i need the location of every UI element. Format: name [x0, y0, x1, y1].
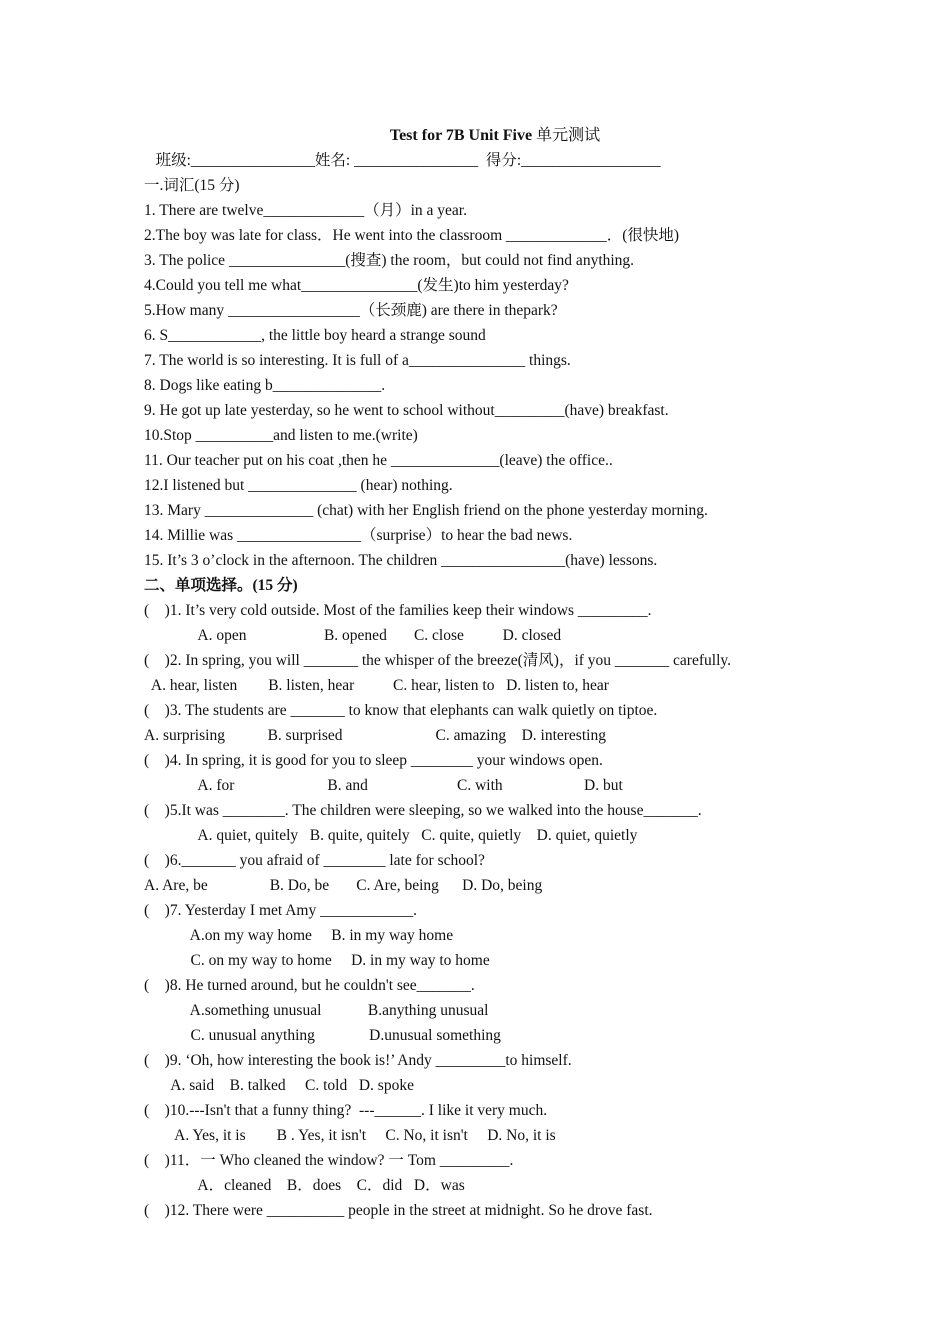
options-line: A. for B. and C. with D. but — [144, 777, 623, 794]
options-line: A. Yes, it is B . Yes, it isn't C. No, it isn't D. No, it is — [144, 1127, 556, 1144]
vocab-item: 1. There are twelve_____________（月）in a year. — [144, 202, 467, 219]
question-line: ( )11．一 Who cleaned the window? 一 Tom _________. — [144, 1152, 514, 1169]
vocab-item: 2.The boy was late for class．He went into the classroom _____________．(很快地) — [144, 227, 680, 244]
options-line: A.on my way home B. in my way home — [144, 927, 454, 944]
options-line: A. quiet, quitely B. quite, quitely C. quite, quietly D. quiet, quietly — [144, 827, 638, 844]
vocab-item: 9. He got up late yesterday, so he went to school without_________(have) breakfast. — [144, 402, 669, 419]
options-line: C. on my way to home D. in my way to home — [144, 952, 490, 969]
options-line: A.something unusual B.anything unusual — [144, 1002, 489, 1019]
question-line: ( )2. In spring, you will _______ the whisper of the breeze(清风)，if you _______ carefully. — [144, 652, 731, 669]
vocab-item: 5.How many _________________（长颈鹿) are there in thepark? — [144, 302, 558, 319]
vocab-item: 6. S____________, the little boy heard a strange sound — [144, 327, 486, 344]
options-line: A. said B. talked C. told D. spoke — [144, 1077, 414, 1094]
options-line: A. open B. opened C. close D. closed — [144, 627, 562, 644]
vocab-item: 12.I listened but ______________ (hear) nothing. — [144, 477, 453, 494]
title-chinese: 单元测试 — [532, 127, 601, 144]
section1-heading: 一.词汇(15 分) — [144, 177, 240, 194]
vocab-item: 10.Stop __________and listen to me.(write) — [144, 427, 418, 444]
options-line: C. unusual anything D.unusual something — [144, 1027, 501, 1044]
question-line: ( )7. Yesterday I met Amy ____________. — [144, 902, 417, 919]
question-line: ( )5.It was ________. The children were sleeping, so we walked into the house_______. — [144, 802, 702, 819]
vocab-item: 7. The world is so interesting. It is full of a_______________ things. — [144, 352, 571, 369]
question-line: ( )10.---Isn't that a funny thing? ---______. I like it very much. — [144, 1102, 548, 1119]
vocab-item: 3. The police _______________(搜查) the room，but could not find anything. — [144, 252, 635, 269]
question-line: ( )3. The students are _______ to know that elephants can walk quietly on tiptoe. — [144, 702, 658, 719]
options-line: A. surprising B. surprised C. amazing D. interesting — [144, 727, 606, 744]
question-line: ( )6._______ you afraid of ________ late for school? — [144, 852, 485, 869]
question-line: ( )9. ‘Oh, how interesting the book is!’ Andy _________to himself. — [144, 1052, 572, 1069]
options-line: A. Are, be B. Do, be C. Are, being D. Do, being — [144, 877, 543, 894]
question-line: ( )4. In spring, it is good for you to sleep ________ your windows open. — [144, 752, 603, 769]
title-bold: Test for 7B Unit Five — [389, 127, 533, 144]
page-title — [0, 126, 950, 146]
options-line: A. hear, listen B. listen, hear C. hear, listen to D. listen to, hear — [144, 677, 609, 694]
vocab-item: 15. It’s 3 o’clock in the afternoon. The children ________________(have) lessons. — [144, 552, 658, 569]
vocab-item: 4.Could you tell me what_______________(发生)to him yesterday? — [144, 277, 569, 294]
question-line: ( )12. There were __________ people in the street at midnight. So he drove fast. — [144, 1202, 653, 1219]
question-line: ( )8. He turned around, but he couldn't see_______. — [144, 977, 475, 994]
options-line: A．cleaned B．does C．did D．was — [144, 1177, 465, 1194]
student-info-line: 班级:________________姓名: ________________ 得分:__________________ — [144, 152, 661, 169]
vocab-item: 13. Mary ______________ (chat) with her English friend on the phone yesterday morning. — [144, 502, 708, 519]
question-line: ( )1. It’s very cold outside. Most of the families keep their windows _________. — [144, 602, 652, 619]
vocab-item: 11. Our teacher put on his coat ,then he ______________(leave) the office.. — [144, 452, 613, 469]
section2-heading: 二、单项选择。(15 分) — [144, 577, 298, 594]
vocab-item: 14. Millie was ________________（surprise）to hear the bad news. — [144, 527, 573, 544]
vocab-item: 8. Dogs like eating b______________. — [144, 377, 386, 394]
